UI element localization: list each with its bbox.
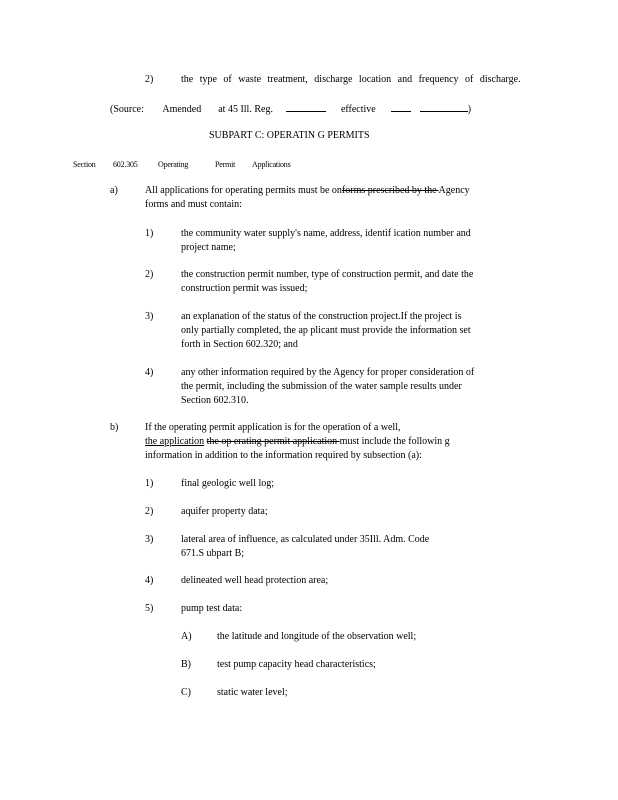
item-text: lateral area of influence, as calculated under 35Ill. Adm. Code [181, 534, 430, 545]
subitem-letter: C) [181, 687, 191, 698]
effective-blank-2 [420, 102, 468, 112]
section-title-applications: Applications [252, 160, 291, 169]
item-text: construction permit was issued; [181, 283, 308, 294]
item-text: forth in Section 602.320; and [181, 339, 298, 350]
inserted-text: the application [145, 436, 205, 447]
item-text: Section 602.310. [181, 395, 249, 406]
item-text: any other information required by the Agency for proper consideration of [181, 367, 475, 378]
item-number: 1) [145, 228, 154, 239]
subitem-letter: A) [181, 631, 192, 642]
item-number: 2) [145, 506, 154, 517]
subsection-b-line3: information in addition to the information required by subsection (a): [145, 450, 422, 461]
item-number: 4) [145, 367, 154, 378]
item-text: an explanation of the status of the construction project.If the project is [181, 311, 462, 322]
subsection-a-label: a) [110, 185, 118, 196]
item-text: delineated well head protection area; [181, 575, 329, 586]
section-title-operating: Operating [158, 160, 189, 169]
item-text: the community water supply's name, address, identif ication number and [181, 228, 471, 239]
source-effective: effective [340, 104, 376, 115]
item-number: 2) [145, 269, 154, 280]
item-text: only partially completed, the ap plicant must provide the information set [181, 325, 471, 336]
item-number: 3) [145, 311, 154, 322]
section-number: 602.305 [113, 160, 138, 169]
source-note [110, 102, 471, 116]
struck-text: the op erating permit application [206, 436, 340, 447]
top-item-text: the type of waste treatment, discharge location and frequency of discharge. [181, 74, 521, 85]
section-label: Section [73, 160, 96, 169]
effective-blank-1 [391, 102, 411, 112]
subsection-b-label: b) [110, 422, 119, 433]
intro-text: All applications for operating permits must be on [145, 185, 342, 196]
item-number: 3) [145, 534, 154, 545]
subsection-b-line1: If the operating permit application is for the operation of a well, [145, 422, 401, 433]
register-blank [286, 102, 326, 112]
subitem-letter: B) [181, 659, 191, 670]
item-number: 5) [145, 603, 154, 614]
item-number: 1) [145, 478, 154, 489]
subsection-a-intro-line2: forms and must contain: [145, 199, 242, 210]
subpart-heading: SUBPART C: OPERATIN G PERMITS [209, 130, 370, 141]
subsection-a-intro [145, 184, 470, 197]
subitem-text: test pump capacity head characteristics; [217, 659, 376, 670]
source-register: at 45 Ill. Reg. [218, 104, 273, 115]
item-text: pump test data: [181, 603, 243, 614]
item-text: the permit, including the submission of the water sample results under [181, 381, 462, 392]
item-text: 671.S ubpart B; [181, 548, 245, 559]
line2-rest: must include the followin g [339, 436, 450, 447]
item-text: final geologic well log; [181, 478, 275, 489]
item-number: 4) [145, 575, 154, 586]
source-amended: Amended [162, 104, 202, 115]
intro-agency: Agency [438, 185, 470, 196]
subsection-b-line2 [145, 435, 450, 448]
source-close: ) [467, 104, 472, 115]
struck-text: forms prescribed by the [341, 185, 439, 196]
top-item-number: 2) [145, 74, 154, 85]
item-text: aquifer property data; [181, 506, 268, 517]
subitem-text: the latitude and longitude of the observation well; [217, 631, 417, 642]
source-open: (Source: [110, 104, 144, 115]
item-text: the construction permit number, type of construction permit, and date the [181, 269, 474, 280]
section-title-permit: Permit [215, 160, 236, 169]
subitem-text: static water level; [217, 687, 288, 698]
item-text: project name; [181, 242, 236, 253]
